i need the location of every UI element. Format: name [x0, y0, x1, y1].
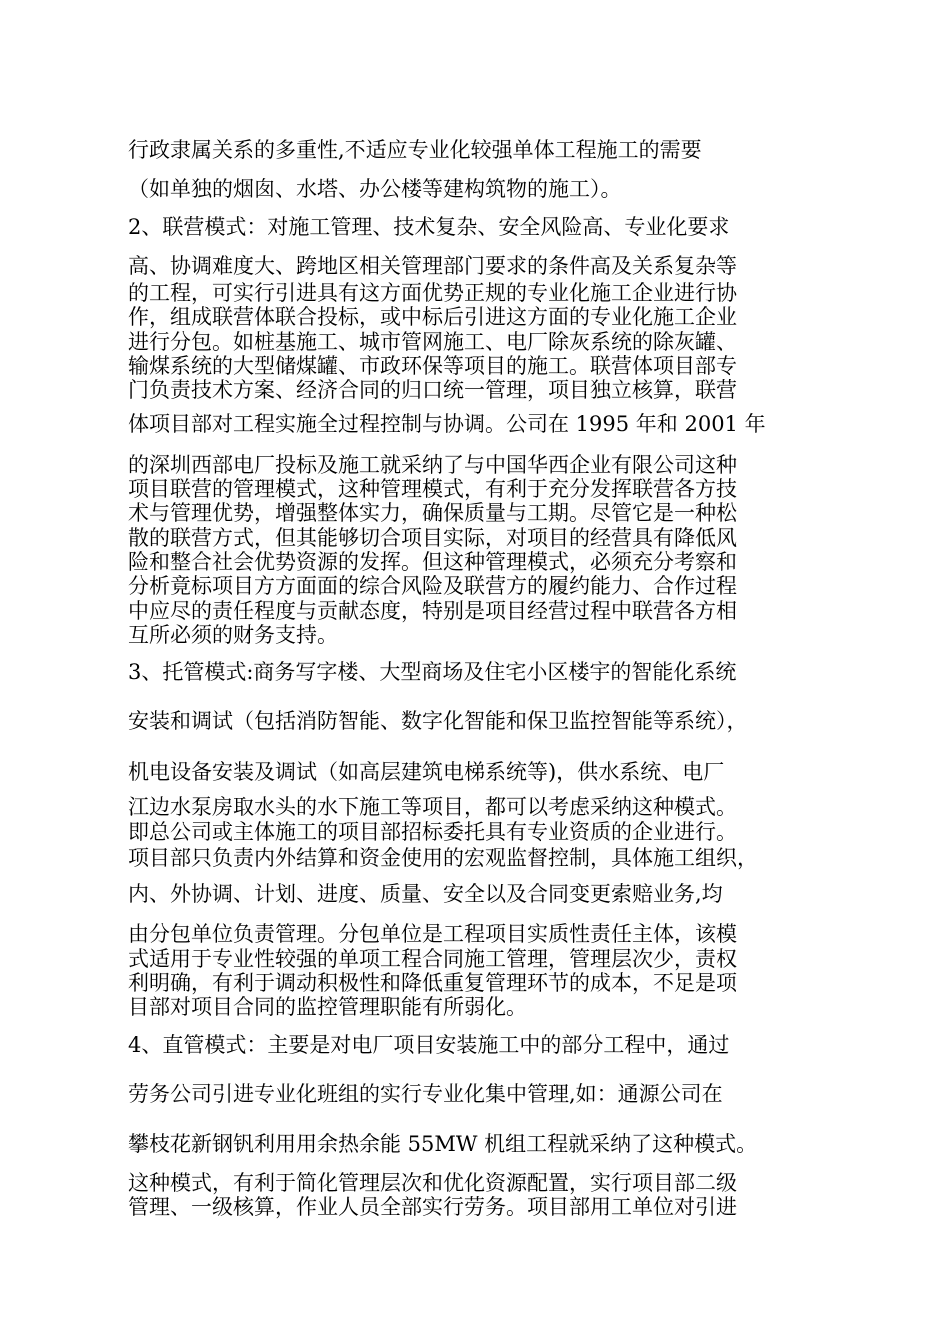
text-line: 高、协调难度大、跨地区相关管理部门要求的条件高及关系复杂等 — [128, 254, 737, 278]
text-line: （如单独的烟囱、水塔、办公楼等建构筑物的施工）。 — [128, 177, 622, 201]
text-line: 进行分包。如桩基施工、城市管网施工、电厂除灰系统的除灰罐、 — [128, 330, 737, 354]
text-line: 输煤系统的大型储煤罐、市政环保等项目的施工。联营体项目部专 — [128, 354, 737, 378]
text-line: 的工程，可实行引进具有这方面优势正规的专业化施工企业进行协 — [128, 281, 737, 305]
text-line: 劳务公司引进专业化班组的实行专业化集中管理,如：通源公司在 — [128, 1082, 723, 1106]
text-line: 中应尽的责任程度与贡献态度，特别是项目经营过程中联营各方相 — [128, 599, 737, 623]
text-line: 术与管理优势，增强整体实力，确保质量与工期。尽管它是一种松 — [128, 501, 737, 525]
text-line: 3、托管模式:商务写字楼、大型商场及住宅小区楼宇的智能化系统 — [128, 660, 737, 684]
text-line: 目部对项目合同的监控管理职能有所弱化。 — [128, 995, 527, 1019]
text-line: 2、联营模式：对施工管理、技术复杂、安全风险高、专业化要求 — [128, 215, 730, 239]
text-line: 作，组成联营体联合投标，或中标后引进这方面的专业化施工企业 — [128, 305, 737, 329]
text-line: 即总公司或主体施工的项目部招标委托具有专业资质的企业进行。 — [128, 820, 737, 844]
text-line: 利明确，有利于调动积极性和降低重复管理环节的成本，不足是项 — [128, 971, 737, 995]
text-line: 的深圳西部电厂投标及施工就采纳了与中国华西企业有限公司这种 — [128, 453, 737, 477]
text-line: 安装和调试（包括消防智能、数字化智能和保卫监控智能等系统）， — [128, 709, 748, 733]
text-line: 体项目部对工程实施全过程控制与协调。公司在 1995 年和 2001 年 — [128, 412, 766, 436]
text-line: 由分包单位负责管理。分包单位是工程项目实质性责任主体，该模 — [128, 922, 737, 946]
text-line: 散的联营方式，但其能够切合项目实际，对项目的经营具有降低风 — [128, 526, 737, 550]
text-line: 江边水泵房取水头的水下施工等项目，都可以考虑采纳这种模式。 — [128, 795, 737, 819]
text-line: 管理、一级核算，作业人员全部实行劳务。项目部用工单位对引进 — [128, 1195, 737, 1219]
text-line: 互所必须的财务支持。 — [128, 623, 338, 647]
text-line: 项目部只负责内外结算和资金使用的宏观监督控制，具体施工组织， — [128, 846, 758, 870]
text-line: 分析竟标项目方方面面的综合风险及联营方的履约能力、合作过程 — [128, 574, 737, 598]
text-line: 内、外协调、计划、进度、质量、安全以及合同变更索赔业务,均 — [128, 882, 723, 906]
text-line: 行政隶属关系的多重性,不适应专业化较强单体工程施工的需要 — [128, 138, 702, 162]
text-line: 项目联营的管理模式，这种管理模式，有利于充分发挥联营各方技 — [128, 477, 737, 501]
text-line: 门负责技术方案、经济合同的归口统一管理，项目独立核算，联营 — [128, 378, 737, 402]
text-line: 4、直管模式：主要是对电厂项目安装施工中的部分工程中，通过 — [128, 1033, 730, 1057]
text-line: 攀枝花新钢钒利用用余热余能 55MW 机组工程就采纳了这种模式。 — [128, 1132, 758, 1156]
text-line: 机电设备安装及调试（如高层建筑电梯系统等)，供水系统、电厂 — [128, 760, 725, 784]
text-line: 式适用于专业性较强的单项工程合同施工管理，管理层次少，责权 — [128, 947, 737, 971]
text-line: 险和整合社会优势资源的发挥。但这种管理模式，必须充分考察和 — [128, 550, 737, 574]
text-line: 这种模式，有利于简化管理层次和优化资源配置，实行项目部二级 — [128, 1171, 737, 1195]
